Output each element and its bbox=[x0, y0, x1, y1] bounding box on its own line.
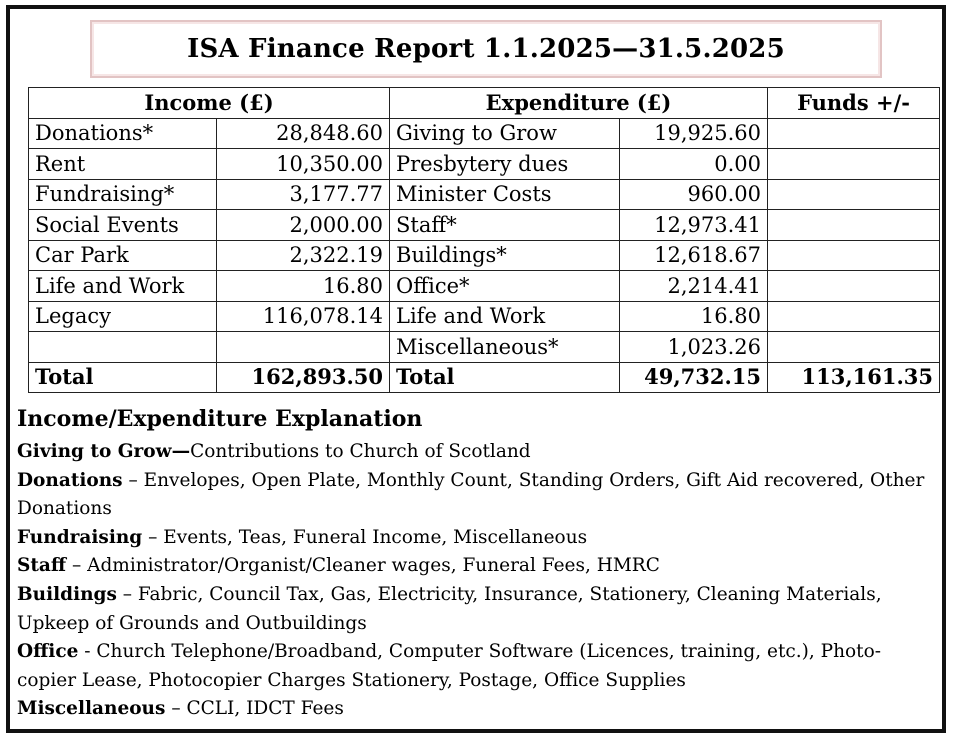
explanation-item bbox=[17, 438, 937, 467]
income-value-cell: 116,078.14 bbox=[217, 301, 390, 332]
finance-body bbox=[29, 118, 940, 393]
explanation-text: – Envelopes, Open Plate, Monthly Count, Standing Orders, Gift Aid recovered, Other Donations bbox=[17, 469, 925, 520]
explanation-item bbox=[17, 695, 937, 724]
expenditure-value-cell: 12,973.41 bbox=[620, 210, 768, 241]
income-label-cell: Life and Work bbox=[29, 271, 217, 302]
explanation-item bbox=[17, 581, 937, 638]
explanation-text: – Events, Teas, Funeral Income, Miscellaneous bbox=[142, 526, 588, 548]
funds-header: Funds +/- bbox=[768, 88, 940, 119]
income-header: Income (£) bbox=[29, 88, 390, 119]
expenditure-label-cell: Buildings* bbox=[390, 240, 620, 271]
explanation-item bbox=[17, 467, 937, 524]
explanation-term: Giving to Grow— bbox=[17, 441, 191, 462]
expenditure-value-cell: 2,214.41 bbox=[620, 271, 768, 302]
report-title: ISA Finance Report 1.1.2025—31.5.2025 bbox=[187, 34, 785, 64]
funds-cell bbox=[768, 332, 940, 363]
title-box bbox=[90, 20, 882, 78]
funds-cell bbox=[768, 301, 940, 332]
funds-cell bbox=[768, 179, 940, 210]
income-value-cell: 3,177.77 bbox=[217, 179, 390, 210]
table-row bbox=[29, 210, 940, 241]
table-row bbox=[29, 332, 940, 363]
explanation-term: Miscellaneous bbox=[17, 698, 166, 720]
explanation-item bbox=[17, 552, 937, 581]
income-label-cell: Fundraising* bbox=[29, 179, 217, 210]
expenditure-label-cell: Miscellaneous* bbox=[390, 332, 620, 363]
income-label-cell: Social Events bbox=[29, 210, 217, 241]
table-row bbox=[29, 118, 940, 149]
expenditure-value-cell: 1,023.26 bbox=[620, 332, 768, 363]
explanation-text: – Fabric, Council Tax, Gas, Electricity, Insurance, Stationery, Cleaning Materials, Upkeep of Grounds and Outbuildings bbox=[17, 583, 882, 634]
expenditure-total-label: Total bbox=[390, 362, 620, 393]
explanation-term: Office bbox=[17, 641, 79, 663]
explanation-section bbox=[17, 404, 937, 724]
expenditure-label-cell: Life and Work bbox=[390, 301, 620, 332]
income-total-value: 162,893.50 bbox=[217, 362, 390, 393]
expenditure-label-cell: Giving to Grow bbox=[390, 118, 620, 149]
income-value-cell: 16.80 bbox=[217, 271, 390, 302]
expenditure-label-cell: Minister Costs bbox=[390, 179, 620, 210]
table-row bbox=[29, 301, 940, 332]
income-value-cell: 10,350.00 bbox=[217, 149, 390, 180]
funds-cell bbox=[768, 271, 940, 302]
expenditure-header: Expenditure (£) bbox=[390, 88, 768, 119]
income-label-cell: Car Park bbox=[29, 240, 217, 271]
explanation-heading: Income/Expenditure Explanation bbox=[17, 406, 423, 432]
explanation-text: - Church Telephone/Broadband, Computer Software (Licences, training, etc.), Photo-copier Lease, Photocopier Charges Stationery, Postage, Office Supplies bbox=[17, 641, 881, 691]
income-value-cell bbox=[217, 332, 390, 363]
expenditure-value-cell: 16.80 bbox=[620, 301, 768, 332]
finance-table bbox=[28, 87, 940, 393]
explanation-item bbox=[17, 524, 937, 553]
expenditure-value-cell: 960.00 bbox=[620, 179, 768, 210]
explanation-term: Fundraising bbox=[17, 526, 143, 548]
funds-cell bbox=[768, 149, 940, 180]
total-row bbox=[29, 362, 940, 393]
expenditure-value-cell: 12,618.67 bbox=[620, 240, 768, 271]
funds-cell bbox=[768, 118, 940, 149]
income-total-label: Total bbox=[29, 362, 217, 393]
expenditure-value-cell: 19,925.60 bbox=[620, 118, 768, 149]
expenditure-label-cell: Staff* bbox=[390, 210, 620, 241]
expenditure-label-cell: Presbytery dues bbox=[390, 149, 620, 180]
income-value-cell: 2,322.19 bbox=[217, 240, 390, 271]
table-row bbox=[29, 240, 940, 271]
funds-total-value: 113,161.35 bbox=[768, 362, 940, 393]
explanation-term: Buildings bbox=[17, 583, 117, 605]
income-label-cell: Legacy bbox=[29, 301, 217, 332]
explanation-text: Contributions to Church of Scotland bbox=[190, 441, 531, 462]
explanation-list bbox=[17, 438, 937, 724]
explanation-text: – CCLI, IDCT Fees bbox=[165, 698, 344, 720]
expenditure-label-cell: Office* bbox=[390, 271, 620, 302]
table-row bbox=[29, 271, 940, 302]
funds-cell bbox=[768, 240, 940, 271]
funds-cell bbox=[768, 210, 940, 241]
income-label-cell bbox=[29, 332, 217, 363]
explanation-term: Donations bbox=[17, 469, 123, 491]
income-value-cell: 2,000.00 bbox=[217, 210, 390, 241]
expenditure-value-cell: 0.00 bbox=[620, 149, 768, 180]
explanation-item bbox=[17, 638, 937, 695]
explanation-term: Staff bbox=[17, 555, 67, 577]
table-header-row bbox=[29, 88, 940, 119]
expenditure-total-value: 49,732.15 bbox=[620, 362, 768, 393]
income-value-cell: 28,848.60 bbox=[217, 118, 390, 149]
table-row bbox=[29, 179, 940, 210]
income-label-cell: Donations* bbox=[29, 118, 217, 149]
table-row bbox=[29, 149, 940, 180]
income-label-cell: Rent bbox=[29, 149, 217, 180]
explanation-text: – Administrator/Organist/Cleaner wages, Funeral Fees, HMRC bbox=[66, 555, 660, 577]
